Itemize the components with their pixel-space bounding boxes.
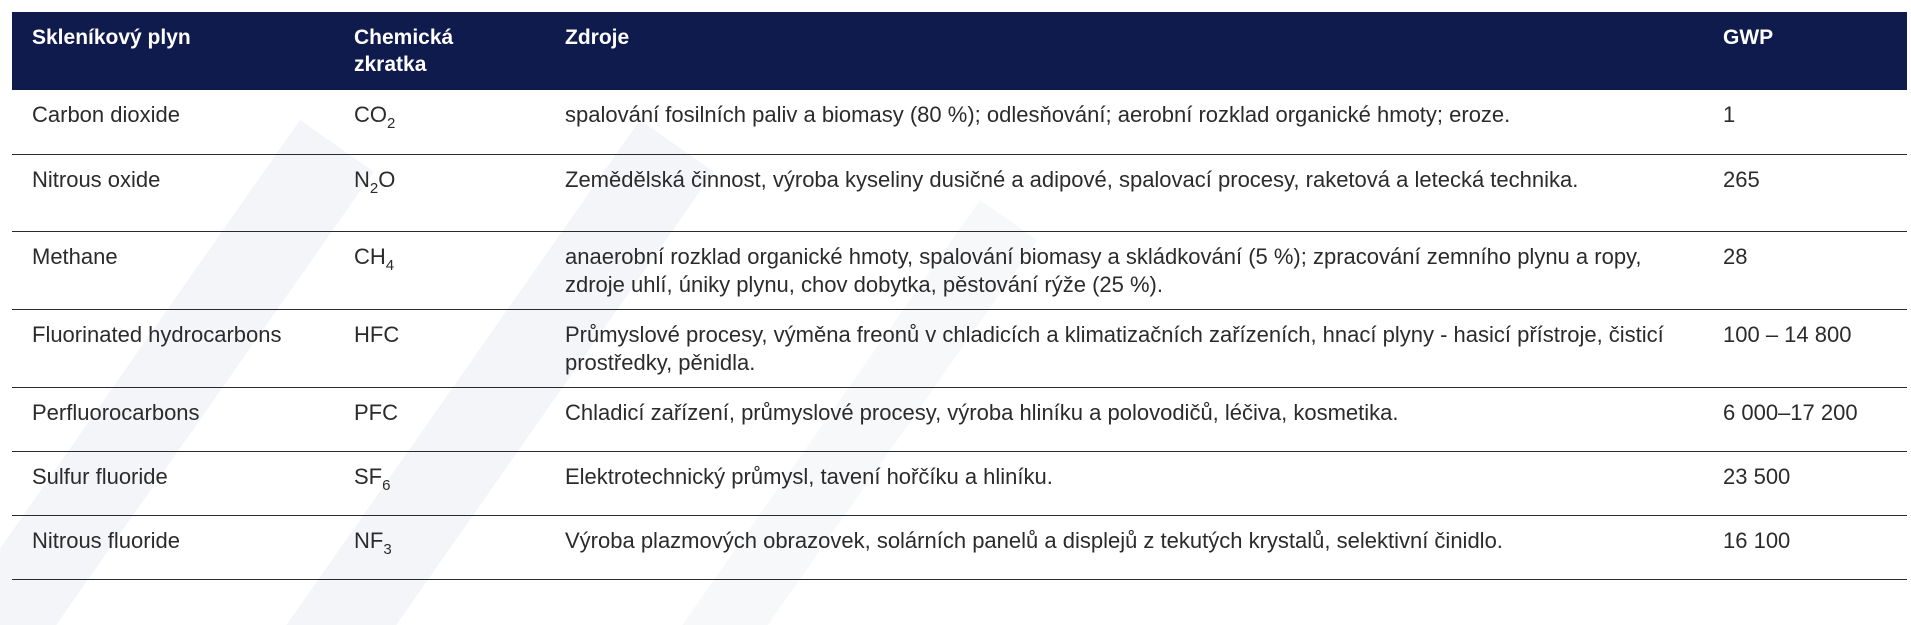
header-abbreviation	[334, 12, 545, 90]
table-row	[12, 154, 1907, 231]
abbr-tail: O	[378, 166, 396, 192]
header-abbreviation-line2: zkratka	[354, 53, 427, 76]
header-row	[12, 12, 1907, 90]
cell-sources: Výroba plazmových obrazovek, solárních panelů a displejů z tekutých krystalů, selektivní činidlo.	[545, 515, 1703, 579]
abbr-subscript: 3	[383, 540, 392, 558]
abbr-base: HFC	[354, 321, 400, 347]
table-row	[12, 387, 1907, 451]
cell-gas: Carbon dioxide	[12, 90, 334, 154]
header-gas: Skleníkový plyn	[32, 26, 191, 49]
cell-sources: anaerobní rozklad organické hmoty, spalování biomasy a skládkování (5 %); zpracování zemního plynu a ropy, zdroje uhlí, úniky plynu, chov dobytka, pěstování rýže (25 %).	[545, 231, 1703, 309]
abbr-subscript: 2	[369, 179, 379, 197]
cell-gwp: 100 – 14 800	[1703, 309, 1907, 387]
table-body	[12, 90, 1907, 579]
header-sources: Zdroje	[565, 26, 630, 49]
cell-gwp: 16 100	[1703, 515, 1907, 579]
cell-gas: Methane	[12, 231, 334, 309]
table-header	[12, 12, 1907, 90]
cell-abbreviation	[334, 451, 545, 515]
abbr-subscript: 2	[387, 115, 396, 132]
cell-gas: Nitrous fluoride	[12, 515, 334, 579]
cell-gwp: 265	[1703, 154, 1907, 231]
cell-gwp: 6 000–17 200	[1703, 387, 1907, 451]
cell-sources: spalování fosilních paliv a biomasy (80 %); odlesňování; aerobní rozklad organické hmoty; eroze.	[545, 90, 1703, 154]
greenhouse-gas-table	[12, 12, 1907, 580]
cell-abbreviation	[334, 387, 545, 451]
table-row	[12, 451, 1907, 515]
cell-sources: Zemědělská činnost, výroba kyseliny dusičné a adipové, spalovací procesy, raketová a letecká technika.	[545, 154, 1703, 231]
cell-gas: Nitrous oxide	[12, 154, 334, 231]
cell-abbreviation	[334, 515, 545, 579]
cell-gwp: 23 500	[1703, 451, 1907, 515]
cell-abbreviation	[334, 90, 545, 154]
cell-gas: Fluorinated hydrocarbons	[12, 309, 334, 387]
abbr-base: N	[354, 166, 370, 192]
abbr-base: CO	[354, 102, 387, 127]
cell-gwp: 1	[1703, 90, 1907, 154]
cell-abbreviation	[334, 154, 545, 231]
table-row	[12, 309, 1907, 387]
header-abbreviation-line1: Chemická	[354, 26, 454, 49]
header-gwp: GWP	[1723, 26, 1774, 49]
abbr-base: SF	[354, 463, 383, 489]
abbr-subscript: 4	[385, 256, 395, 274]
cell-sources: Chladicí zařízení, průmyslové procesy, výroba hliníku a polovodičů, léčiva, kosmetika.	[545, 387, 1703, 451]
table-row	[12, 231, 1907, 309]
cell-sources: Elektrotechnický průmysl, tavení hořčíku a hliníku.	[545, 451, 1703, 515]
abbr-base: PFC	[354, 399, 398, 425]
cell-gas: Perfluorocarbons	[12, 387, 334, 451]
table-row	[12, 515, 1907, 579]
abbr-base: NF	[354, 527, 384, 553]
abbr-subscript: 6	[382, 476, 391, 494]
cell-abbreviation	[334, 231, 545, 309]
cell-abbreviation	[334, 309, 545, 387]
abbr-base: CH	[354, 243, 386, 269]
cell-gas: Sulfur fluoride	[12, 451, 334, 515]
cell-gwp: 28	[1703, 231, 1907, 309]
cell-sources: Průmyslové procesy, výměna freonů v chladicích a klimatizačních zařízeních, hnací plyny - hasicí přístroje, čisticí prostředky, pěnidla.	[545, 309, 1703, 387]
table-row	[12, 90, 1907, 154]
